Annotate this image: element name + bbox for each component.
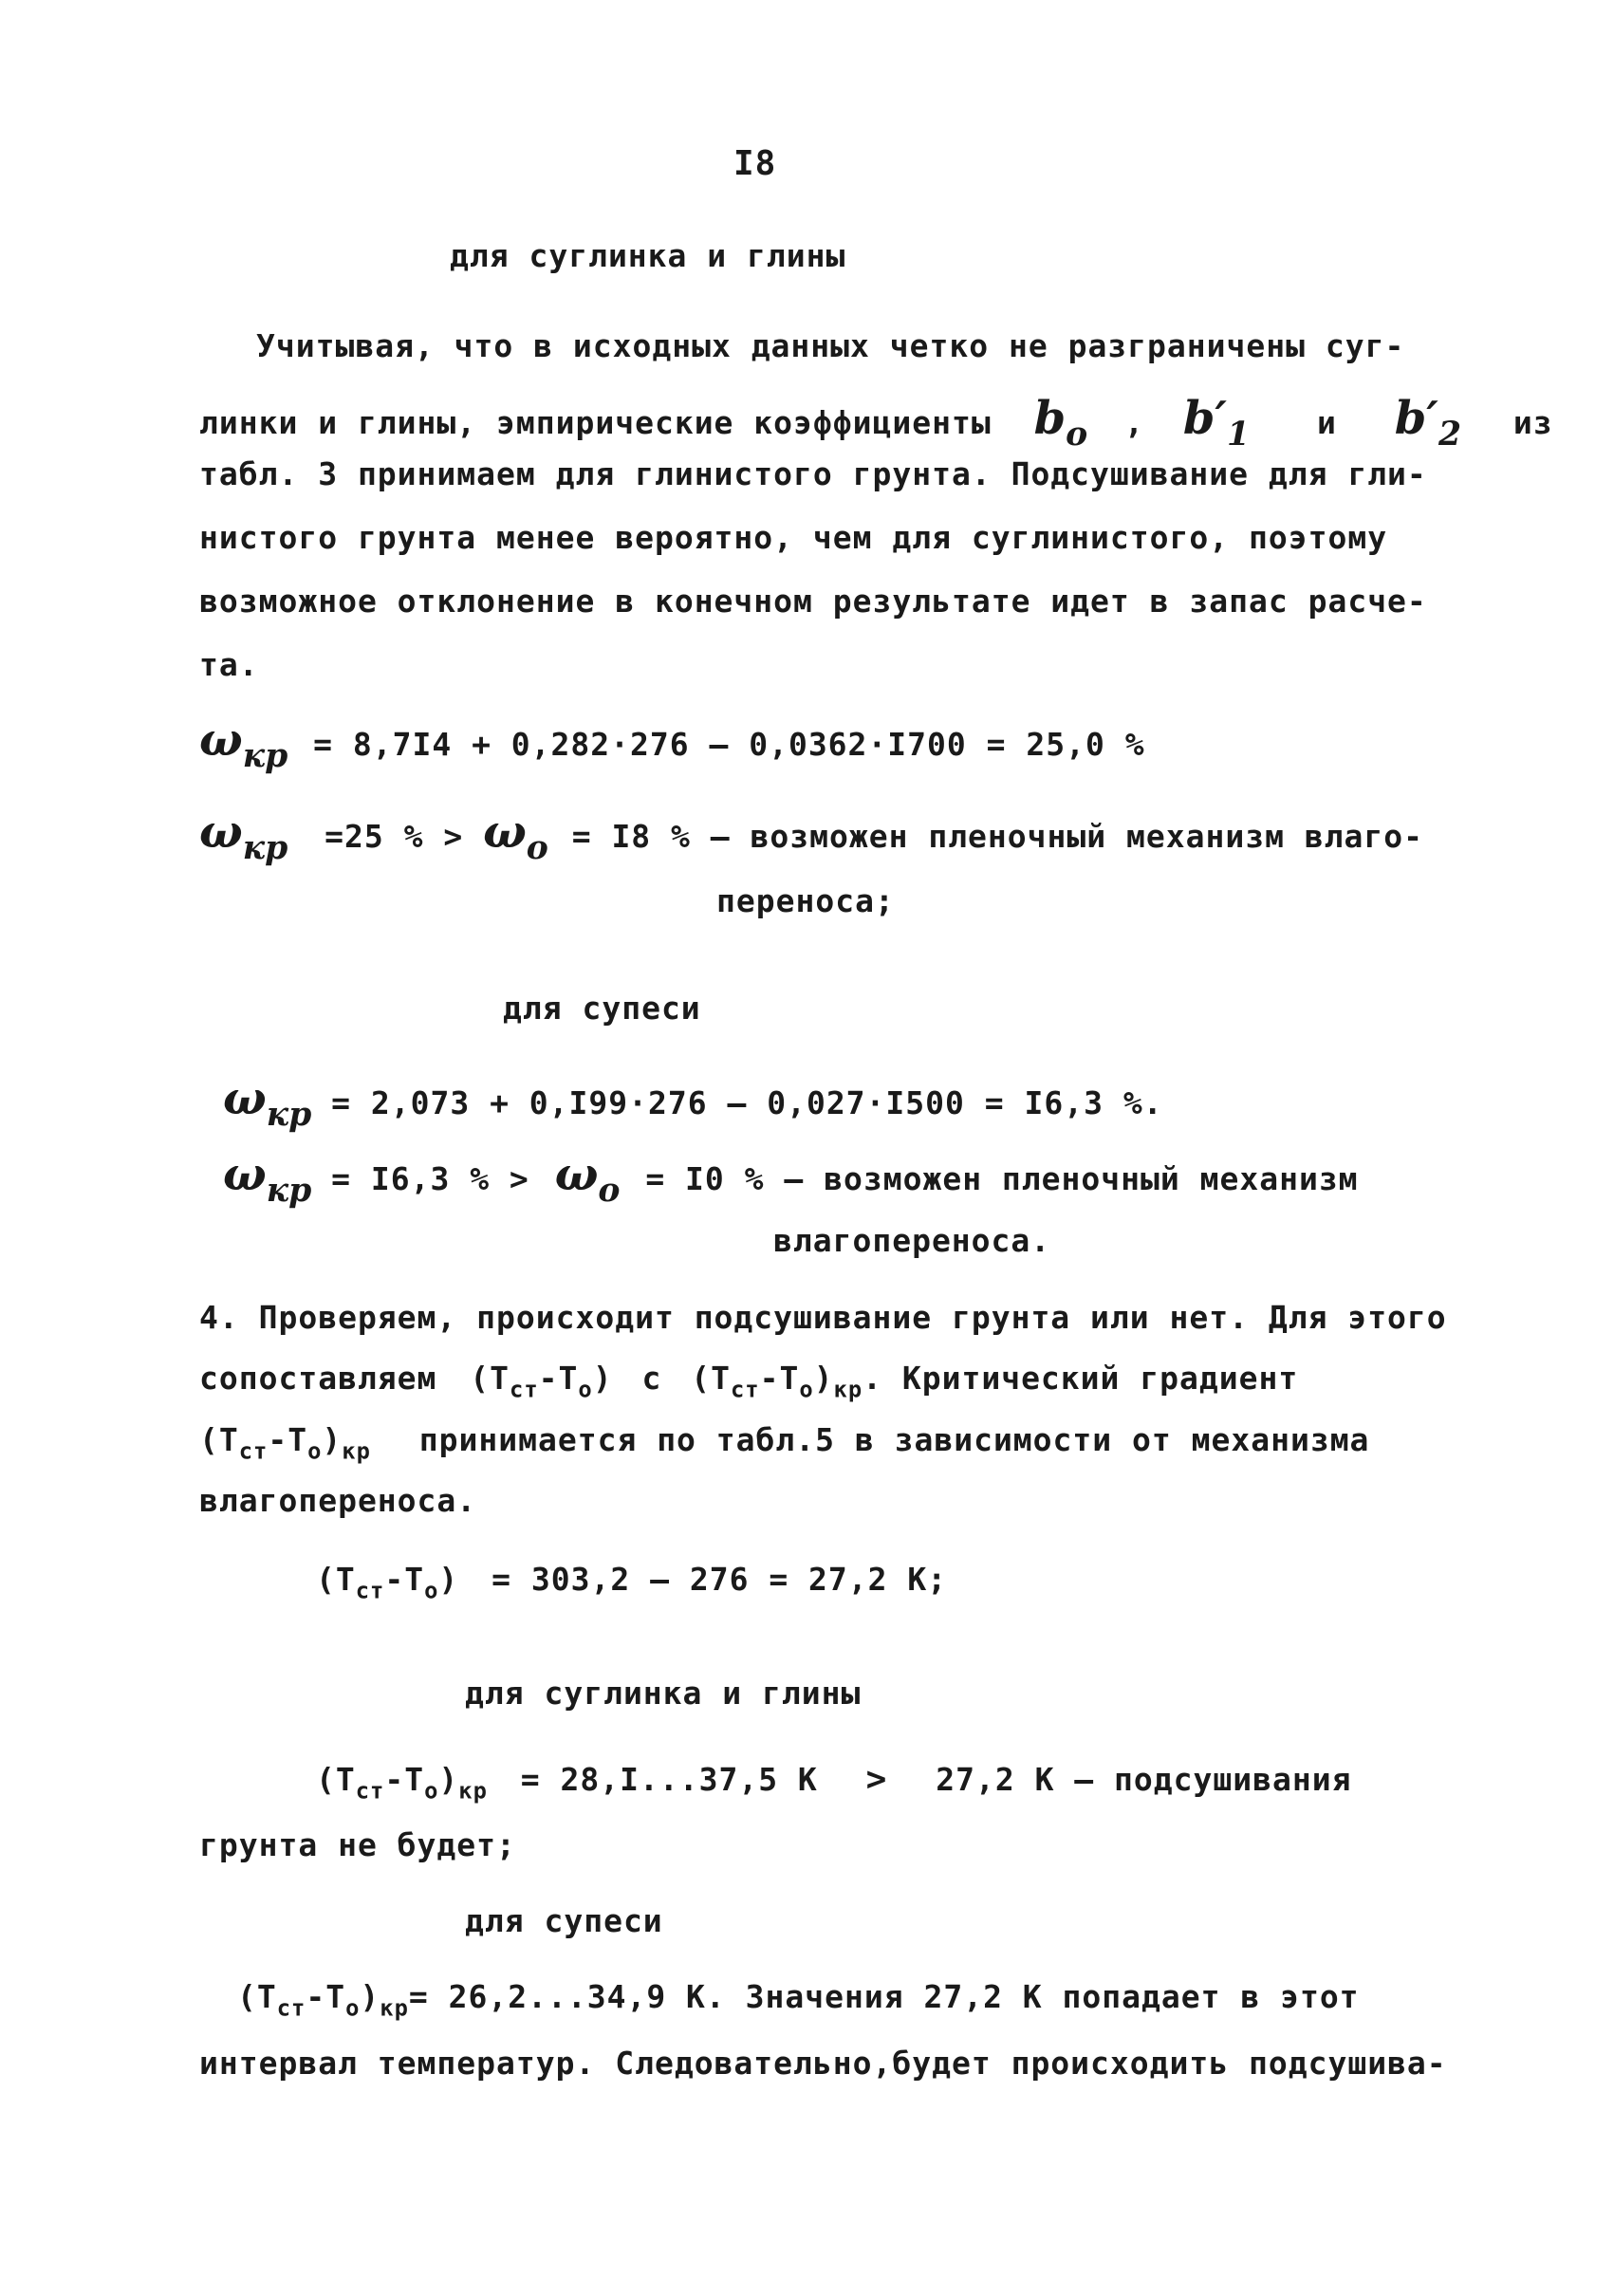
paragraph-text: . Критический градиент [863,1360,1299,1397]
equation-continuation: грунта не будет; [199,1826,516,1863]
paragraph-text: сопоставляем [199,1360,437,1397]
omega-symbol: $\omega_{кр}$ [223,1148,312,1211]
equation-text: = 28,I...37,5 К [520,1761,818,1798]
section-heading-loam-clay: для суглинка и глины [450,237,846,274]
section-heading-sandy-loam: для супеси [503,990,701,1027]
paragraph-line: возможное отклонение в конечном результате идет в запас расче- [199,583,1427,620]
temp-difference: $(T_{ст}-T_o)$ [470,1360,613,1403]
equation-continuation: переноса; [716,882,895,919]
omega-symbol: $\omega_{кр}$ [199,713,288,776]
equation-omega-critical-1 [199,713,1145,775]
page-number: I8 [733,144,777,183]
temp-difference-critical: $(T_{ст}-T_o)_{кр}$ [199,1421,371,1465]
paragraph-text: с [641,1360,662,1397]
omega-symbol: $\omega_{кр}$ [199,805,288,868]
coefficient-b0: $b_o$ [1033,392,1088,454]
omega-zero-symbol: $\omega_o$ [483,805,548,868]
equation-text: = 8,7I4 + 0,282·276 – 0,0362·I700 = 25,0 % [313,726,1145,763]
equation-continuation: влагопереноса. [773,1222,1051,1259]
equation-text: = I0 % – возможен пленочный механизм [645,1160,1359,1197]
paragraph-text: линки и глины, эмпирические коэффициенты [199,404,992,441]
section-heading-loam-clay-2: для суглинка и глины [465,1675,862,1712]
paragraph-line: та. [199,646,259,683]
equation-temp-difference [316,1561,947,1603]
greater-than-sign: > [865,1760,888,1799]
omega-symbol: $\omega_{кр}$ [223,1072,312,1135]
equation-text: = I6,3 % > [331,1160,529,1197]
coefficient-b2: $b'_2$ [1394,392,1461,454]
paragraph-line: табл. 3 принимаем для глинистого грунта. Подсушивание для гли- [199,455,1427,492]
paragraph-line: нистого грунта менее вероятно, чем для суглинистого, поэтому [199,519,1388,556]
equation-text: 27,2 К – подсушивания [936,1761,1352,1798]
equation-text: = 303,2 – 276 = 27,2 К; [492,1561,948,1598]
paragraph-text: из [1512,404,1553,441]
equation-omega-critical-2 [199,805,1423,867]
paragraph-line: интервал температур. Следовательно,будет происходить подсушива- [199,2045,1447,2082]
equation-omega-critical-3 [223,1072,1163,1134]
equation-omega-critical-4 [223,1148,1359,1210]
temp-difference-critical: $(T_{ст}-T_o)_{кр}$ [691,1360,863,1403]
separator: , [1124,404,1144,441]
paragraph-line-coefficients [199,392,1553,454]
paragraph-line: Учитывая, что в исходных данных четко не разграничены суг- [256,327,1405,364]
equation-temp-critical-sandy [237,1978,1360,2021]
paragraph-text: принимается по табл.5 в зависимости от механизма [418,1421,1370,1458]
temp-difference: $(T_{ст}-T_o)$ [316,1561,459,1604]
temp-difference-critical: $(T_{ст}-T_o)_{кр}$ [237,1978,409,2022]
coefficient-b1: $b'_1$ [1182,392,1251,454]
omega-zero-symbol: $\omega_o$ [554,1148,621,1211]
conjunction: и [1316,404,1337,441]
equation-text: = 26,2...34,9 К. Значения 27,2 К попадает в этот [408,1978,1360,2015]
equation-text: = 2,073 + 0,I99·276 – 0,027·I500 = I6,3 %. [331,1084,1163,1121]
equation-text: =25 % > [325,818,464,855]
temp-difference-critical: $(T_{ст}-T_o)_{кр}$ [316,1761,488,1805]
equation-text: = I8 % – возможен пленочный механизм влаго- [571,818,1424,855]
paragraph-line-gradient [199,1360,1298,1402]
equation-temp-critical-loam [316,1760,1351,1804]
paragraph-line: влагопереноса. [199,1482,477,1519]
section-heading-sandy-loam-2: для супеси [465,1902,663,1939]
paragraph-line: 4. Проверяем, происходит подсушивание грунта или нет. Для этого [199,1299,1447,1336]
paragraph-line-gradient-2 [199,1421,1369,1464]
